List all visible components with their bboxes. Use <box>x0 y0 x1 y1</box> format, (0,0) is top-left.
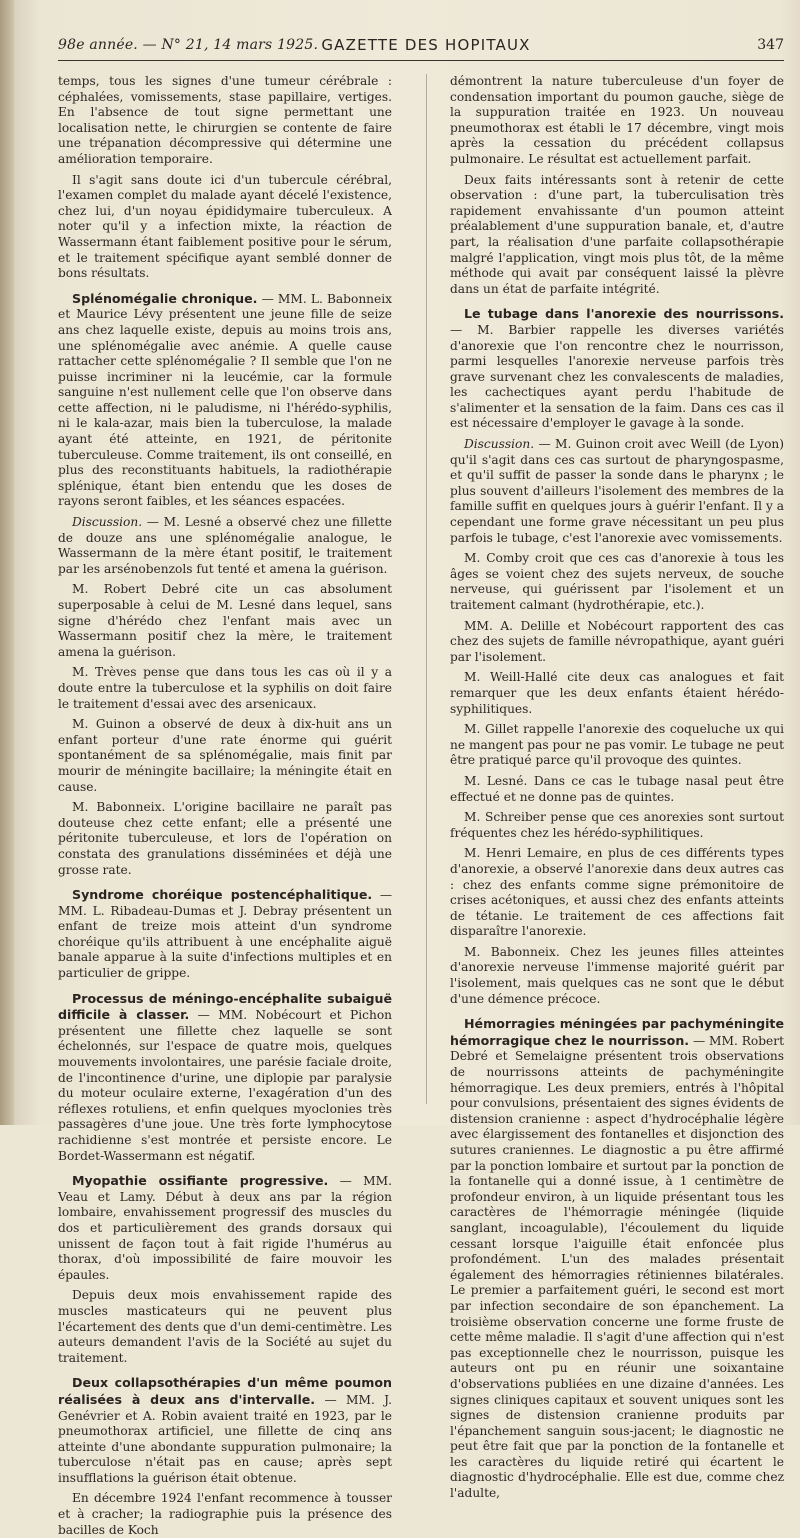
speaker-name: M. Guinon <box>72 717 141 732</box>
section-authors: — MM. J. Genévrier et A. Robin <box>58 1392 392 1423</box>
paragraph: Il s'agit sans doute ici d'un tubercule cérébral, l'examen complet du malade ayant décelé l'existence, chez lui, d'un noyau épididymaire tuberculeux. A noter qu'il y a infection mixte, la réaction de Wassermann étant faiblement positive pour le sérum, et le traitement spécifique ayant semblé donner de bons résultats. <box>58 172 392 281</box>
section-title: Le tubage dans l'anorexie des nourrissons. <box>464 306 784 322</box>
speaker-name: M. Henri Lemaire, <box>464 846 582 861</box>
speaker-name: M. Schreiber <box>464 810 546 825</box>
section-splenomegalie <box>58 291 392 510</box>
section-tubage-anorexie <box>450 306 784 432</box>
section-body: présentent un enfant de treize mois atteint d'un syndrome choréique qu'ils attribuent à une encéphalite aiguë banale apparue à la suite d'infections multiples et en particulier de grippe. <box>58 903 393 981</box>
section-title: Processus de méningo-encéphalite subaiguë difficile à classer. <box>58 990 392 1023</box>
journal-title: GAZETTE DES HOPITAUX <box>321 36 531 54</box>
header-rule <box>58 60 784 61</box>
paragraph-text: rappelle l'anorexie des coqueluche ux qui ne mangent pas pour ne pas vomir. Le tubage ne peut être pratiqué parce qu'il provoque des quintes. <box>450 722 784 768</box>
paragraph-text: a observé de deux à dix-huit ans un enfant porteur d'une rate énorme qui guérit spontanément de sa splénomégalie, mais finit par mourir de méningite bacillaire; la méningite était en cause. <box>58 717 393 794</box>
section-authors: — M. Barbier <box>450 322 556 337</box>
paragraph <box>58 665 392 712</box>
right-column <box>450 74 785 1501</box>
page-binding-edge <box>0 0 14 1125</box>
paragraph-text: pense que dans tous les cas où il y a doute entre la tuberculose et la syphilis on doit faire le traitement d'essai avec des arsenicaux. <box>58 665 393 711</box>
paragraph <box>450 774 784 805</box>
section-title: Syndrome choréique postencéphalitique. <box>72 887 373 903</box>
speaker-name: M. Robert Debré <box>72 582 200 597</box>
speaker-name: M. Gillet <box>464 722 519 737</box>
section-body: présentent trois observations de nourrissons atteints de pachyméningite hémorragique. Les deux premiers, entrés à l'hôpital pour convulsions, présentaient des signes évidents de distension cranienne : aspect d'hydrocéphalie légère avec élargissement des fontanelles et disjonction des sutures craniennes. Le diagnostic a pu être affirmé par la ponction lombaire et surtout par la ponction de la fontanelle qui a donné issue, à 1 centimètre de profondeur environ, à un liquide présentant tous les caractères de l'hémorragie méningée (liquide sanglant, incoagulable), l'écoulement du liquide cessant lorsque l'aiguille était enfoncée plus profondément. L'un des malades présentait également des hémorragies rétiniennes bilatérales. Le premier a parfaitement guéri, le second est mort par infection secondaire de son épanchement. La troisième observation concerne une forme fruste de cette même maladie. Il s'agit d'une affection qui n'est pas exceptionnelle chez le nourrisson, puisque les auteurs ont pu en réunir une soixantaine d'observations publiées en une dizaine d'années. Les signes cliniques capitaux et souvent uniques sont les signes de distension cranienne produits par l'épanchement sanguin sous-jacent; le diagnostic ne peut être fait que par la ponction de la fontanelle et les caractères du liquide retiré qui écartent le diagnostic d'hydrocéphalie. Elle est due, comme chez l'adulte, <box>450 1049 785 1501</box>
paragraph-text: rapportent des cas chez des sujets de famille névropathique, ayant guéri par l'isolement. <box>450 618 784 664</box>
paragraph-text: croit que ces cas d'anorexie à tous les âges se voient chez des sujets nerveux, de souche nerveuse, qui guérissent par l'isolement et un traitement calmant (hydrothérapie, etc.). <box>450 551 784 612</box>
paragraph: Depuis deux mois envahissement rapide des muscles masticateurs qui ne peuvent plus l'écartement des dents que d'un demi-centimètre. Les auteurs demandent l'avis de la Société au sujet du traitement. <box>58 1288 392 1365</box>
speaker-name: — M. Lesné <box>146 515 222 530</box>
running-header <box>58 34 784 56</box>
paragraph <box>450 810 784 841</box>
issue-info: 98e année. — N° 21, 14 mars 1925. <box>58 37 319 53</box>
paragraph <box>450 722 784 769</box>
section-collapsotherapies <box>58 1375 392 1486</box>
section-authors: — MM. Robert Debré et Semelaigne <box>450 1033 784 1064</box>
paragraph <box>450 846 784 940</box>
paragraph <box>450 619 784 666</box>
section-body: présentent une jeune fille de seize ans chez laquelle existe, depuis au moins trois ans, une splénomégalie avec anémie. A quelle cause rattacher cette splénomégalie ? Il semble que l'on ne puisse incriminer ni la leucémie, car la formule sanguine n'est nullement celle que l'on observe dans cette affection, ni le paludisme, ni l'hérédo-syphilis, ni le kala-azar, mais bien la tuberculose, la malade ayant été atteinte, en 1921, de péritonite tuberculeuse. Comme traitement, ils ont conseillé, en plus des reconstituants habituels, la radiothérapie splénique, étant bien entendu que les doses de rayons seront faibles, et les séances espacées. <box>58 307 392 509</box>
speaker-name: M. Weill-Hallé <box>464 670 558 685</box>
paragraph-text: a observé chez une fillette de douze ans une splénomégalie analogue, le Wassermann de la mère étant positif, le traitement par les arsénobenzols fut tenté et amena la guérison. <box>58 515 392 576</box>
speaker-name: MM. A. Delille et Nobécourt <box>464 618 654 633</box>
paragraph-text: cite deux cas analogues et fait remarquer que les deux enfants étaient hérédo-syphilitiques. <box>450 670 785 716</box>
speaker-name: M. Comby <box>464 551 530 566</box>
speaker-name: M. Lesné. <box>464 773 528 788</box>
discussion-label: Discussion. <box>72 515 143 530</box>
section-title: Deux collapsothérapies d'un même poumon réalisées à deux ans d'intervalle. <box>58 1375 392 1407</box>
section-myopathie <box>58 1173 392 1283</box>
page-number: 347 <box>757 37 784 53</box>
paragraph-text: cite un cas absolument superposable à celui de M. Lesné dans lequel, sans signe d'hérédo chez l'enfant mais avec un Wassermann positif chez la mère, le traitement amena la guérison. <box>58 582 392 659</box>
paragraph <box>450 670 784 717</box>
section-body: présentent une fillette chez laquelle se sont échelonnés, sur l'espace de quatre mois, quelques mouvements involontaires, une parésie faciale droite, de l'incontinence d'urine, une diplopie par paralysie du moteur oculaire externe, l'exagération d'un des réflexes rotuliens, et enfin quelques myoclonies très passagères d'une joue. Une très forte lymphocytose rachidienne s'est montrée et persiste encore. Le Bordet-Wassermann est négatif. <box>58 1023 392 1163</box>
section-title: Splénomégalie chronique. <box>72 290 258 306</box>
section-hemorragies-meningees <box>450 1016 784 1501</box>
section-syndrome-choreique <box>58 887 392 982</box>
paragraph: démontrent la nature tuberculeuse d'un foyer de condensation important du poumon gauche, siège de la suppuration traitée en 1923. Un nouveau pneumothorax est établi le 17 décembre, vingt mois après la cessation du précédent collapsus pulmonaire. Le résultat est actuellement parfait. <box>450 74 784 166</box>
paragraph-text: Chez les jeunes filles atteintes d'anorexie nerveuse l'immense majorité guérit par l'isolement, mais quelques cas ne sont que le début d'une démence précoce. <box>450 944 784 1006</box>
paragraph-text: pense que ces anorexies sont surtout fréquentes chez les hérédo-syphilitiques. <box>450 810 784 840</box>
paragraph: temps, tous les signes d'une tumeur cérébrale : céphalées, vomissements, stase papillaire, vertiges. En l'absence de tout signe permettant une localisation nette, le chirurgien se contente de faire une trépanation décompressive qui détermine une amélioration temporaire. <box>58 74 392 166</box>
column-divider <box>426 74 427 1104</box>
paragraph <box>58 582 392 660</box>
paragraph-text: Dans ce cas le tubage nasal peut être effectué et ne donne pas de quintes. <box>450 773 785 804</box>
speaker-name: M. Babonneix. <box>464 944 560 959</box>
left-column <box>58 74 393 1537</box>
paragraph <box>450 551 784 613</box>
speaker-name: M. Trèves <box>72 665 137 680</box>
speaker-name: — M. Guinon <box>538 437 621 452</box>
discussion-paragraph <box>58 515 392 577</box>
paragraph: Deux faits intéressants sont à retenir de cette observation : d'une part, la tuberculisation très rapidement envahissante d'un poumon atteint préalablement d'une suppuration banale, et, d'autre part, la réalisation d'une parfaite collapsothérapie malgré l'application, vingt mois plus tôt, de la même méthode qui avait par conséquent laissé la plèvre dans un état de parfaite intégrité. <box>450 172 784 296</box>
paragraph <box>450 945 784 1007</box>
section-body: rappelle les diverses variétés d'anorexie que l'on rencontre chez le nourrisson, parmi lesquelles l'anorexie nerveuse parfois très grave survenant chez les convalescents de maladies, les cachectiques ayant perdu l'habitude de s'alimenter et la sensation de la faim. Dans ces cas il est nécessaire d'employer le gavage à la sonde. <box>450 322 785 431</box>
section-authors: — MM. L. Babonneix et Maurice Lévy <box>58 291 392 322</box>
paragraph-text: croit avec Weill (de Lyon) qu'il s'agit dans ces cas surtout de pharyngospasme, et qu'il suffit de passer la sonde dans le pharynx ; le plus souvent d'ailleurs l'isolement des membres de la famille suffit en quelques jours à guérir l'enfant. Il y a cependant une forme grave nécessitant un peu plus parfois le tubage, c'est l'anorexie avec vomissements. <box>450 437 785 545</box>
paragraph-text: en plus de ces différents types d'anorexie, a observé l'anorexie dans deux autres cas : chez des enfants comme signe prémonitoire de crises acétoniques, et aussi chez des enfants atteints de tétanie. Le traitement de ces affections fait disparaître l'anorexie. <box>450 846 784 939</box>
paragraph <box>58 800 392 878</box>
section-body: avaient traité en 1923, par le pneumothorax artificiel, une fillette de cinq ans atteinte d'une abondante suppuration pulmonaire; la tuberculose n'était pas en cause; après sept insufflations la guérison était obtenue. <box>58 1408 392 1485</box>
paragraph <box>58 717 392 795</box>
section-authors: — MM. Nobécourt et Pichon <box>197 1008 393 1023</box>
paragraph-text: L'origine bacillaire ne paraît pas douteuse chez cette enfant; elle a présenté une péritonite tuberculeuse, et lors de l'opération on constata des granulations disséminées et déjà une grosse rate. <box>58 800 392 877</box>
section-authors: — MM. L. Ribadeau-Dumas et J. Debray <box>58 888 392 918</box>
speaker-name: M. Babonneix. <box>72 800 166 815</box>
section-meningo-encephalite <box>58 991 392 1165</box>
paragraph: En décembre 1924 l'enfant recommence à tousser et à cracher; la radiographie puis la présence des bacilles de Koch <box>58 1491 392 1537</box>
discussion-paragraph <box>450 437 784 546</box>
section-body: Début à deux ans par la région lombaire, envahissement progressif des muscles du dos et particulièrement des grands dorsaux qui unissent de façon tout à fait rigide l'humérus au thorax, d'où impossibilité de faire mouvoir les épaules. <box>58 1189 392 1282</box>
section-title: Hémorragies méningées par pachyméningite hémorragique chez le nourrisson. <box>450 1016 784 1048</box>
discussion-label: Discussion. <box>464 437 535 452</box>
section-title: Myopathie ossifiante progressive. <box>72 1173 329 1189</box>
section-authors: — MM. Veau et Lamy. <box>58 1174 392 1204</box>
